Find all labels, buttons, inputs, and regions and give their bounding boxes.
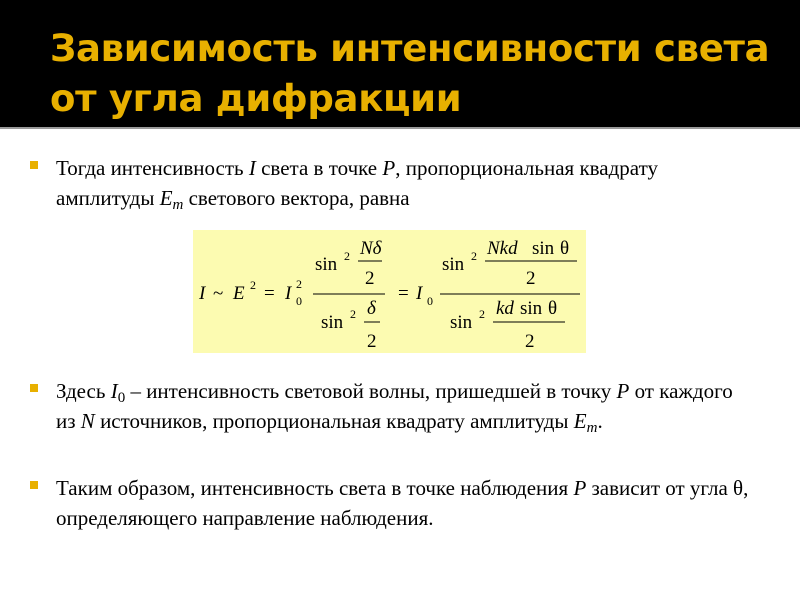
formula-E: E (233, 283, 245, 304)
bullet-i0-explanation (56, 376, 756, 436)
bullet-marker (30, 481, 38, 489)
bullet-text-segment: I (110, 379, 118, 403)
bullet-text-segment: Таким образом, интенсивность света в точке наблюдения (56, 476, 574, 500)
formula-box (193, 230, 586, 353)
bullet-text-segment: источников, пропорциональная квадрату амплитуды (94, 409, 574, 433)
bullet-text-segment: 0 (117, 390, 126, 406)
bullet-intensity-definition (56, 153, 756, 213)
formula-theta: θ (548, 298, 558, 319)
formula-two: 2 (365, 268, 375, 289)
bullet-text-segment: светового вектора, равна (183, 186, 410, 210)
bullet-text-segment: P (382, 156, 396, 180)
formula-two: 2 (367, 331, 377, 352)
bullet-text (56, 379, 733, 436)
formula-N-delta: Nδ (360, 238, 382, 259)
bullet-text-segment: Здесь (56, 379, 111, 403)
formula-equals: = (264, 283, 275, 304)
formula-I0: I (416, 283, 423, 304)
formula-Nkd: Nkd (487, 238, 518, 259)
bullet-text-segment: E (159, 186, 173, 210)
bullet-text-segment: E (573, 409, 587, 433)
bullet-text (56, 476, 748, 530)
bullet-text-segment: m (586, 420, 598, 436)
formula-sin: sin (532, 238, 555, 259)
formula-I0: I (285, 283, 292, 304)
bullet-text-segment: света в точке (255, 156, 383, 180)
bullet-text (56, 156, 658, 213)
formula-sin-power: 2 (344, 249, 350, 263)
slide-title: Зависимость интенсивности света от угла дифракции (50, 27, 770, 120)
formula-kd: kd (496, 298, 514, 319)
formula-I0-sub: 0 (296, 294, 302, 308)
bullet-marker (30, 384, 38, 392)
formula-sin: sin (450, 312, 473, 333)
diffraction-intensity-formula (193, 230, 586, 353)
formula-sin-power: 2 (350, 307, 356, 321)
formula-sin: sin (520, 298, 543, 319)
bullet-marker (30, 161, 38, 169)
bullet-text-segment: , пропорциональная квадрату амплитуды (56, 156, 658, 210)
formula-I: I (199, 283, 206, 304)
bullet-text-segment: от каждого из (56, 379, 733, 433)
formula-sin: sin (315, 254, 338, 275)
formula-two: 2 (525, 331, 535, 352)
bullet-text-segment: P (616, 379, 630, 403)
formula-equals: = (398, 283, 409, 304)
bullet-text-segment: Тогда интенсивность (56, 156, 249, 180)
bullet-text-segment: – интенсивность световой волны, пришедшей в точку (125, 379, 617, 403)
bullet-text-segment: I (248, 156, 256, 180)
formula-two: 2 (526, 268, 536, 289)
bullet-text-segment: m (172, 197, 184, 213)
bullet-text-segment: зависит от угла θ, определяющего направление наблюдения. (56, 476, 749, 530)
formula-sim: ~ (213, 283, 224, 304)
formula-theta: θ (560, 238, 570, 259)
formula-sin-power: 2 (471, 249, 477, 263)
formula-I0-sub: 0 (427, 294, 433, 308)
bullet-conclusion (56, 473, 756, 533)
bullet-text-segment: N (80, 409, 95, 433)
bullet-text-segment: P (573, 476, 587, 500)
formula-sin: sin (321, 312, 344, 333)
formula-delta: δ (367, 298, 376, 319)
formula-sin: sin (442, 254, 465, 275)
bullet-text-segment: . (597, 409, 603, 433)
formula-E-power: 2 (250, 278, 256, 292)
formula-sin-power: 2 (479, 307, 485, 321)
formula-I0-power: 2 (296, 277, 302, 291)
